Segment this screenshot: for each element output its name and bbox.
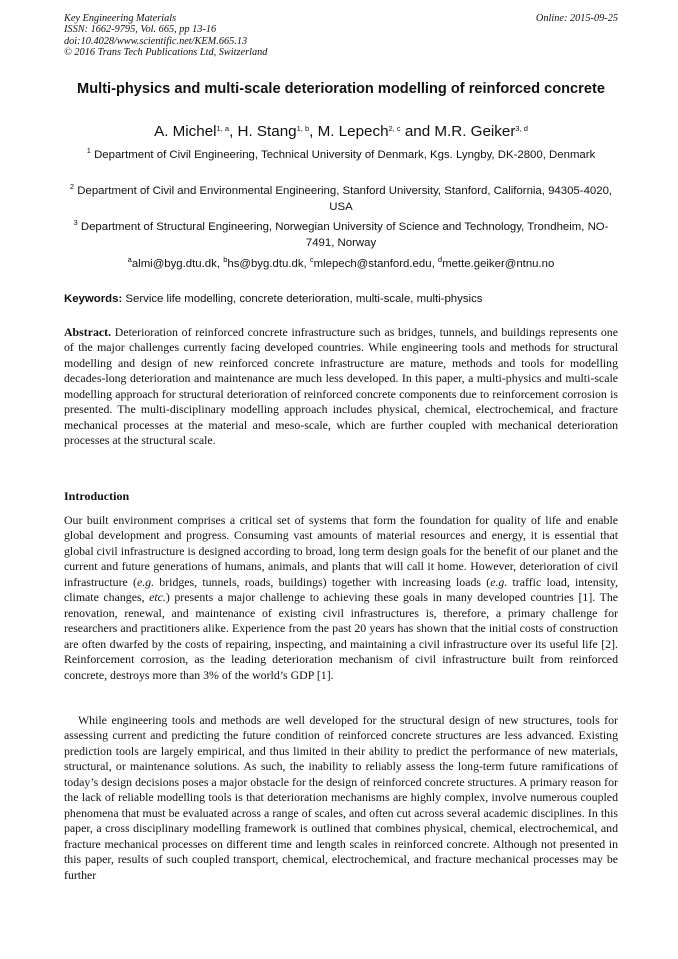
intro-text: Our built environment comprises a critical set of systems that form the foundation for quality of life and enable global development and progress. Consuming vast amounts of material resources and energy, it is essential that global civil infrastructure is designed according to broad, long term design goals for the benefit of our planet and the current and future generations of humans, animals, and plants that will call it home. However, deterioration of civil infrastructure ( (64, 513, 618, 589)
affiliation-num: 3 (73, 218, 78, 227)
email-sup: d (437, 255, 443, 264)
journal-doi: doi:10.4028/www.scientific.net/KEM.665.13 (64, 35, 248, 47)
email-link[interactable]: hs@byg.dtu.dk (227, 258, 304, 270)
intro-text: traffic load, intensity, climate changes, (64, 574, 619, 605)
email-link[interactable]: almi@byg.dtu.dk (131, 258, 217, 270)
author (434, 123, 528, 140)
author-name: H. Stang (237, 123, 297, 140)
affiliation-2 (64, 183, 618, 215)
intro-italic: e.g. (490, 574, 508, 589)
email-list (64, 256, 618, 272)
journal-header (64, 13, 618, 58)
author-sup: 1, a (216, 124, 230, 133)
author-sup: 1, b (296, 124, 310, 133)
author-name: A. Michel (154, 123, 217, 140)
email-sup: b (223, 255, 228, 264)
author-name: M. Lepech (317, 123, 389, 140)
affiliation-text: Department of Civil and Environmental Engineering, Stanford University, Stanford, California, 94305-4020, USA (77, 185, 613, 213)
paper-title: Multi-physics and multi-scale deterioration modelling of reinforced concrete (77, 81, 605, 97)
intro-italic: e.g. (136, 574, 155, 589)
email-sep: , (431, 258, 438, 270)
online-date: Online: 2015-09-25 (535, 13, 618, 24)
journal-copyright: © 2016 Trans Tech Publications Ltd, Switzerland (64, 46, 268, 58)
email-sup: a (127, 255, 132, 264)
author-sep: , (229, 123, 238, 140)
author (154, 123, 237, 140)
section-heading-introduction: Introduction (64, 489, 130, 503)
affiliation-num: 2 (69, 182, 75, 191)
intro-italic: etc. (149, 590, 166, 605)
author-sep: , (309, 123, 318, 140)
abstract (64, 325, 618, 449)
intro-paragraph-1 (64, 513, 618, 683)
email-sup: c (309, 255, 314, 264)
author (238, 123, 318, 140)
author-name: M.R. Geiker (434, 123, 516, 140)
affiliation-text: Department of Structural Engineering, Norwegian University of Science and Technology, Trondheim, NO-7491, Norway (80, 221, 609, 249)
email-link[interactable]: mlepech@stanford.edu (313, 258, 432, 270)
affiliation-1 (64, 147, 618, 163)
keywords-label: Keywords: (64, 293, 123, 305)
email-sep: , (303, 258, 310, 270)
intro-paragraph-2: While engineering tools and methods are well developed for the structural design of new structures, tools for assessing current and predicting the future condition of reinforced concrete structures are less advanced. Existing prediction tools are largely empirical, and thus limited in their ability to predict the performance of new materials, structural, or maintenance solutions. As such, the inability to reliably assess the long-term future ramifications of today’s design decisions poses a major obstacle for the design of reinforced concrete structures. A primary reason for the lack of reliable modelling tools is that deterioration mechanisms are highly complex, involve numerous coupled phenomena that must be evaluated across a range of scales, and often cut across several academic disciplines. In this paper, a cross disciplinary modelling framework is outlined that combines physical, chemical, electrochemical, and fracture mechanical processes on different time and length scales in reinforced concrete. Although not presented in this paper, results of such coupled transport, chemical, electrochemical, and fracture mechanical processes may be further (64, 713, 618, 882)
journal-name: Key Engineering Materials (64, 13, 177, 24)
abstract-text: Deterioration of reinforced concrete infrastructure such as bridges, tunnels, and buildings represents one of the major challenges currently facing developed countries. While engineering tools and methods for structural modelling and design of new reinforced concrete infrastructure are mature, methods and tools for modelling decades-long deterioration and maintenance are much less developed. In this paper, a multi-physics and multi-scale modelling approach for structural deterioration of reinforced concrete components due to reinforcement corrosion is presented. The multi-disciplinary modelling approach includes physical, chemical, electrochemical, and fracture mechanical processes at the material and meso-scale, which are further coupled with mechanical deterioration processes at the structural scale. (64, 325, 618, 448)
author-sup: 2, c (388, 124, 401, 133)
journal-issn: ISSN: 1662-9795, Vol. 665, pp 13-16 (64, 24, 217, 36)
intro-text: bridges, tunnels, roads, buildings) together with increasing loads ( (154, 574, 491, 589)
keywords (64, 291, 618, 307)
affiliation-3 (64, 219, 618, 251)
email-sep: , (216, 258, 224, 270)
affiliation-text: Department of Civil Engineering, Technical University of Denmark, Kgs. Lyngby, DK-2800, Denmark (94, 149, 596, 161)
abstract-label: Abstract. (64, 325, 112, 339)
author-sup: 3, d (515, 124, 528, 133)
author-sep: and (400, 123, 435, 140)
author (318, 123, 435, 140)
author-list (64, 122, 618, 142)
keywords-text: Service life modelling, concrete deterioration, multi-scale, multi-physics (125, 293, 483, 305)
intro-text: ) presents a major challenge to achieving these goals in many developed countries [1]. The renovation, renewal, and maintenance of existing civil infrastructures is, therefore, a primary challenge for researchers and practitioners alike. Experience from the past 20 years has shown that the initial costs of construction are often dwarfed by the costs of repairing, inspecting, and maintaining a civil infrastructure over its useful life [2]. Reinforcement corrosion, as the leading deterioration mechanism of civil infrastructure built from reinforced concrete, destroys more than 3% of the world’s GDP [1]. (64, 590, 618, 682)
email-link[interactable]: mette.geiker@ntnu.no (442, 258, 555, 270)
affiliation-num: 1 (86, 146, 91, 155)
